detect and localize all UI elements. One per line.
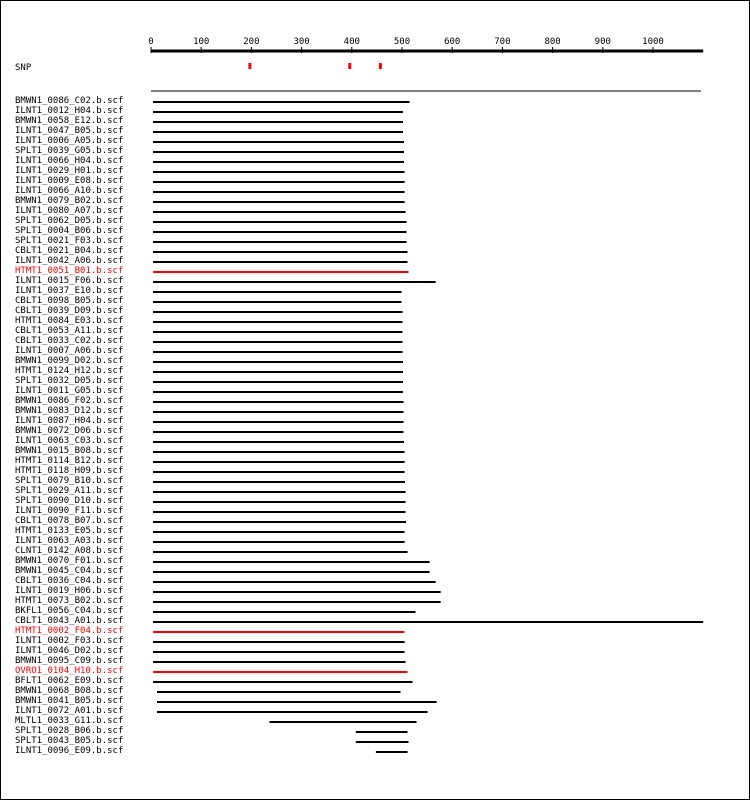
read-label: HTMT1_0133_E05.b.scf [15, 526, 124, 536]
scale-tick-label: 700 [494, 37, 511, 47]
read-label: HTMT1_0124_H12.b.scf [15, 366, 124, 376]
read-label: MLTL1_0033_G11.b.scf [15, 716, 124, 726]
read-label: CBLT1_0078_B07.b.scf [15, 516, 124, 526]
read-label: SPLT1_0028_B06.b.scf [15, 726, 124, 736]
read-label: ILNT1_0063_C03.b.scf [15, 436, 124, 446]
read-label: CBLT1_0036_C04.b.scf [15, 576, 124, 586]
snp-label: SNP [15, 63, 32, 73]
read-label: BMWN1_0086_F02.b.scf [15, 396, 124, 406]
read-label: ILNT1_0009_E08.b.scf [15, 176, 124, 186]
snp-marker [379, 63, 382, 69]
read-label: SPLT1_0090_D10.b.scf [15, 496, 124, 506]
read-label: SPLT1_0079_B10.b.scf [15, 476, 124, 486]
read-label: HTMT1_0051_B01.b.scf [15, 266, 124, 276]
read-label: BMWN1_0015_B08.b.scf [15, 446, 124, 456]
read-label: ILNT1_0019_H06.b.scf [15, 586, 124, 596]
scale-tick-label: 800 [544, 37, 561, 47]
read-label: SPLT1_0062_D05.b.scf [15, 216, 124, 226]
read-label: SPLT1_0021_F03.b.scf [15, 236, 124, 246]
read-label: BMWN1_0099_D02.b.scf [15, 356, 124, 366]
read-label: ILNT1_0046_D02.b.scf [15, 646, 124, 656]
read-label: HTMT1_0002_F04.b.scf [15, 626, 124, 636]
read-label: BMWN1_0058_E12.b.scf [15, 116, 124, 126]
read-label: OVRO1_0104_H10.b.scf [15, 666, 124, 676]
read-label: ILNT1_0007_A06.b.scf [15, 346, 124, 356]
read-label: BMWN1_0045_C04.b.scf [15, 566, 124, 576]
scale-tick-label: 600 [444, 37, 461, 47]
scale-tick-label: 900 [594, 37, 611, 47]
read-label: BMWN1_0083_D12.b.scf [15, 406, 124, 416]
read-label: ILNT1_0002_F03.b.scf [15, 636, 124, 646]
scale-tick-label: 400 [343, 37, 360, 47]
read-label: SPLT1_0039_G05.b.scf [15, 146, 124, 156]
read-label: ILNT1_0029_H01.b.scf [15, 166, 124, 176]
read-label: ILNT1_0012_H04.b.scf [15, 106, 124, 116]
read-label: ILNT1_0015_F06.b.scf [15, 276, 124, 286]
read-label: ILNT1_0037_E10.b.scf [15, 286, 124, 296]
read-label: CBLT1_0043_A01.b.scf [15, 616, 124, 626]
read-label: ILNT1_0080_A07.b.scf [15, 206, 124, 216]
read-label: BFLT1_0062_E09.b.scf [15, 676, 124, 686]
read-alignment-diagram [1, 1, 749, 799]
read-label: BMWN1_0070_F01.b.scf [15, 556, 124, 566]
read-label: ILNT1_0047_B05.b.scf [15, 126, 124, 136]
read-label: ILNT1_0072_A01.b.scf [15, 706, 124, 716]
read-label: BMWN1_0068_B08.b.scf [15, 686, 124, 696]
read-label: CBLT1_0033_C02.b.scf [15, 336, 124, 346]
scale-tick-label: 0 [148, 37, 154, 47]
read-label: BMWN1_0086_C02.b.scf [15, 96, 124, 106]
scale-tick-label: 200 [243, 37, 260, 47]
snp-marker [348, 63, 351, 69]
read-label: HTMT1_0084_E03.b.scf [15, 316, 124, 326]
snp-marker [248, 63, 251, 69]
read-label: BMWN1_0079_B02.b.scf [15, 196, 124, 206]
read-label: CBLT1_0053_A11.b.scf [15, 326, 124, 336]
read-label: ILNT1_0042_A06.b.scf [15, 256, 124, 266]
read-label: SPLT1_0004_B06.b.scf [15, 226, 124, 236]
read-label: SPLT1_0029_A11.b.scf [15, 486, 124, 496]
read-label: HTMT1_0114_B12.b.scf [15, 456, 124, 466]
read-label: ILNT1_0006_A05.b.scf [15, 136, 124, 146]
read-label: CLNT1_0142_A08.b.scf [15, 546, 124, 556]
read-label: CBLT1_0039_D09.b.scf [15, 306, 124, 316]
read-label: BMWN1_0041_B05.b.scf [15, 696, 124, 706]
scale-tick-label: 1000 [642, 37, 664, 47]
read-label: ILNT1_0087_H04.b.scf [15, 416, 124, 426]
read-label: BKFL1_0056_C04.b.scf [15, 606, 124, 616]
read-label: HTMT1_0073_B02.b.scf [15, 596, 124, 606]
read-label: ILNT1_0090_F11.b.scf [15, 506, 124, 516]
read-label: ILNT1_0011_G05.b.scf [15, 386, 124, 396]
read-label: BMWN1_0095_C09.b.scf [15, 656, 124, 666]
read-label: BMWN1_0072_D06.b.scf [15, 426, 124, 436]
scale-tick-label: 500 [393, 37, 411, 47]
read-label: ILNT1_0066_A10.b.scf [15, 186, 124, 196]
read-label: HTMT1_0118_H09.b.scf [15, 466, 124, 476]
scale-tick-label: 100 [193, 37, 210, 47]
read-label: ILNT1_0096_E09.b.scf [15, 746, 124, 756]
read-label: CBLT1_0098_B05.b.scf [15, 296, 124, 306]
read-label: CBLT1_0021_B04.b.scf [15, 246, 124, 256]
read-label: SPLT1_0043_B05.b.scf [15, 736, 124, 746]
scale-tick-label: 300 [293, 37, 310, 47]
read-label: ILNT1_0063_A03.b.scf [15, 536, 124, 546]
read-label: ILNT1_0066_H04.b.scf [15, 156, 124, 166]
read-label: SPLT1_0032_D05.b.scf [15, 376, 124, 386]
